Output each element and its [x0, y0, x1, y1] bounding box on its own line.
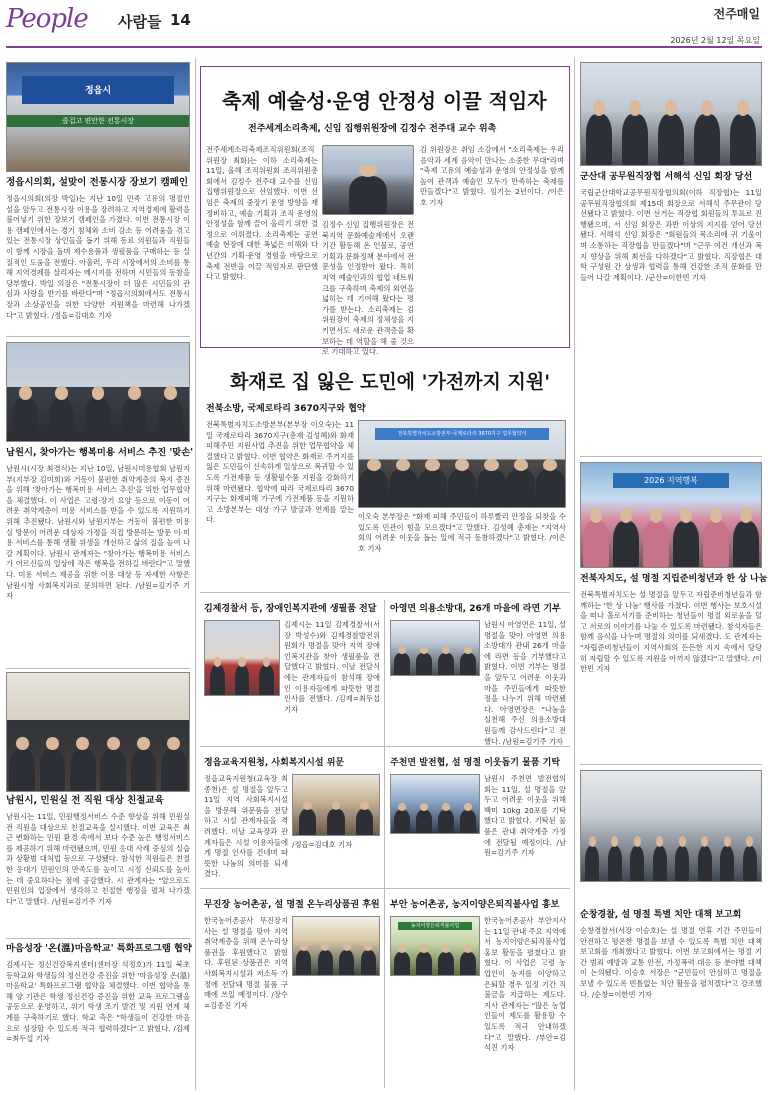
- divider: [6, 336, 190, 337]
- article-headline: 남원시, 찾아가는 행복미용 서비스 추진 '맞손': [6, 447, 194, 458]
- article-photo: [6, 342, 190, 442]
- article-photo: [390, 620, 480, 676]
- article-headline: 부안 농어촌공, 농지이양은퇴직불사업 홍보: [390, 900, 560, 910]
- article-body: 남원시 아영면은 11일, 설 명절을 맞아 아영면 의용소방대가 관내 26개 마을에 라면 등을 기부했다고 밝혔다. 이번 기부는 명절을 앞두고 어려운 이웃과 마을 주민들에게 따뜻한 정을 나누기 위해 마련됐다. 아영면장은 "나눔을 실천해 주신 의용소방대원들께 감사드린다"고 전했다. /남원=김기주 기자: [484, 620, 567, 746]
- article-photo: [580, 770, 762, 882]
- column-rule: [574, 58, 575, 1090]
- article-photo: [580, 62, 762, 166]
- portrait-photo: [322, 145, 414, 215]
- article-body: 이오숙 본부장은 "화재 피해 주민들이 하루빨리 안정을 되찾을 수 있도록 민관이 힘을 모으겠다"고 말했다. 김성혜 총재는 "지역사회의 어려운 이웃을 돕는 일에 적극 동참하겠다"고 밝혔다. /이은호 기자: [358, 512, 566, 553]
- byline: /이은호 기자: [420, 187, 564, 207]
- divider: [200, 888, 570, 889]
- article-body: 김제시는 11일 김제경찰서(서장 박성수)와 김제경찰발전위원회가 명절을 맞아 지역 장애인복지관을 찾아 생필품을 전달했다고 밝혔다. 이날 전달식에는 관계자들이 참석해 장애인 이용자들에게 따뜻한 명절 인사를 전했다. /김제=최두섭 기자: [284, 620, 380, 714]
- masthead: [0, 0, 768, 52]
- article-photo: [6, 62, 190, 172]
- article-body: 남원시(시장 최경식)는 지난 10일, 남원시미용협회 남원지부(지부장 김미희)와 거동이 불편한 취약계층의 복지 증진을 위해 '찾아가는 행복미용 서비스 추진'을 위한 업무협약을 체결했다. 이 사업은 고령·장기 요양 등으로 이동이 어려운 취약계층이 미용 서비스를 받을 수 있도록 지원하기 위해 추진됐다. 남원시와 남원지부는 거동이 불편한 미용실 방문이 어려운 대상자 가정을 직접 방문하는 방문 이·미용 서비스를 통해 생활 위생을 개선하고 삶의 질을 높여 나갈 계획이다. 남원시 관계자는 "찾아가는 행복미용 서비스가 어르신들의 일상에 작은 행복을 전하길 바란다"고 말했다. 미용 서비스 제공을 위한 이용 대상 등 자세한 사항은 남원시청 사회복지과로 문의하면 된다. /남원=김기주 기자: [6, 464, 190, 601]
- article-headline: 마음성장 '온(溫)마음학교' 특화프로그램 협약: [6, 943, 192, 954]
- column-rule: [195, 58, 196, 1090]
- article-body: 전북특별자치도는 설 명절을 앞두고 자립준비청년들과 함께하는 '한 상 나눔' 행사를 가졌다. 이번 행사는 보호시설을 떠나 홀로서기를 준비하는 청년들이 명절 외로움을 덜고 서로의 이야기를 나눌 수 있도록 마련됐다. 참석자들은 함께 음식을 나누며 명절의 의미를 되새겼다. 도 관계자는 "자립준비청년들이 지역사회의 든든한 지지 속에서 당당히 자립할 수 있도록 지원을 아끼지 않겠다"고 말했다. /이한빈 기자: [580, 590, 763, 674]
- article-headline: 아영면 의용소방대, 26개 마을에 라면 기부: [390, 604, 561, 614]
- byline: /순창=이한빈 기자: [591, 989, 652, 999]
- article-photo: [292, 916, 380, 976]
- feature-body-col1: 전주세계소리축제조직위원회(조직위원장 최화)는 이하 소리축제는 11일, 올해 조직위원회 조직위원총회에서 김정수 전주대 교수를 신임 집행위원장으로 선임했다. 이번 선임은 축제의 중장기 운영 방향을 재정비하고, 예술 기획과 조직 운영의 안정성을 함께 끌어 올리기 위한 결정으로 이뤄졌다. 소리축제는 공연예술 현장에 대한 폭넓은 이해와 다년간의 기획·운영 경험을 바탕으로 축제 전반을 이끌 적임자로 판단했다고 밝혔다.: [206, 145, 318, 282]
- masthead-rule: [6, 46, 762, 48]
- photo-banner: 농지이양은퇴직불사업: [398, 922, 472, 930]
- photo-banner: 즐겁고 편안한 전통시장: [7, 115, 189, 127]
- byline: /김제=최두섭 기자: [284, 694, 380, 714]
- article-body: 정읍시의회(의장 박일)는 지난 10일 민족 고유의 명절인 설을 앞두고 전통시장 이용을 장려하고 지역경제에 활력을 불어넣기 위한 장보기 캠페인을 가졌다. 이번 전통시장 이용 캠페인에서는 경기 침체와 소비 감소 등 어려움을 겪고 있는 전통시장 상인들을 돕기 위해 동료 의원들과 직원들이 함께 시장을 돌며 제수용품과 생필품을 구매하는 등 실질적인 도움을 전했다. 아울러, 우리 시장에서의 소비를 통해 지역경제를 살리자는 메시지를 전하며 시민들의 동참을 당부했다. 박일 의장은 "전통시장이 더 많은 시민들의 관심과 사랑을 받기를 바란다"며 "정읍시의회에서도 전통시장과 소상공인을 위한 다양한 지원책을 마련해 나가겠다"고 밝혔다. /정읍=김대호 기자: [6, 194, 190, 320]
- article-body: 한국농어촌공사 부안지사는 11일 관내 주요 지역에서 농지이양은퇴직불사업 홍보 활동을 펼쳤다고 밝혔다. 이 사업은 고령 농업인이 농지를 이양하고 은퇴할 경우 일정 기간 직불금을 지급하는 제도다. 지사 관계자는 "많은 농업인들이 제도를 활용할 수 있도록 적극 안내하겠다"고 말했다. /부안=김석진 기자: [484, 916, 567, 1053]
- article-photo: [204, 620, 280, 696]
- article-headline: 무진장 농어촌공, 설 명절 온누리상품권 후원: [204, 900, 380, 910]
- article-headline: 전북자치도, 설 명절 지립준비청년과 한 상 나눔: [580, 574, 768, 584]
- feature-body-col3: 김 위원장은 취임 소감에서 "소리축제는 우리 음악과 세계 음악이 만나는 소중한 무대"라며 "축제 고유의 예술성과 운영의 안정성을 함께 높여 관객과 예술인 모두가 만족하는 축제를 만들겠다"고 밝혔다. 임기는 2년이다. /이은호 기자: [420, 145, 564, 207]
- article-body: 순창경찰서(서장 이승호)는 설 명절 연휴 기간 주민들이 안전하고 평온한 명절을 보낼 수 있도록 특별 치안 대책 보고회를 개최했다고 밝혔다. 이번 보고회에서는 명절 기간 범죄 예방과 교통 안전, 가정폭력 대응 등 분야별 대책이 논의됐다. 이승호 서장은 "군민들이 안심하고 명절을 보낼 수 있도록 빈틈없는 치안 활동을 펼치겠다"고 강조했다. /순창=이한빈 기자: [580, 926, 762, 999]
- byline: /정읍=김대호 기자: [51, 310, 112, 320]
- divider: [580, 764, 762, 765]
- sign-board: 정읍시: [22, 76, 175, 104]
- article-headline: 김제경찰서 등, 장애인복지관에 생필품 전달: [204, 604, 377, 614]
- photo-banner: 전북특별자치도소방본부-국제로타리 3670지구 업무협약식: [375, 428, 548, 440]
- divider: [580, 456, 762, 457]
- byline: /남원=김기주 기자: [51, 896, 112, 906]
- section-title-ko: 사람들: [118, 13, 162, 31]
- article-photo: [6, 672, 190, 792]
- article-photo: [358, 420, 566, 508]
- page-number: 14: [170, 11, 191, 29]
- article-headline: 순창경찰, 설 명절 특별 치안 대책 보고회: [580, 910, 742, 920]
- article-headline: 남원시, 민원실 전 직원 대상 친절교육: [6, 795, 164, 806]
- issue-date: 2026년 2월 12일 목요일: [670, 36, 760, 45]
- feature-body-col2: 김정수 신임 집행위원장은 전북지역 문화예술계에서 오랜 기간 활동해 온 인물로, 공연 기획과 문화정책 분야에서 전문성을 인정받아 왔다. 특히 지역 예술인과의 협업 네트워크를 구축하며 축제의 외연을 넓히는 데 기여해 왔다는 평가를 받는다. 소리축제는 김 위원장이 축제의 정체성을 지키면서도 새로운 관객층을 확보하는 데 역할을 해 줄 것으로 기대하고 있다.: [322, 220, 414, 357]
- byline: /장수=김종진 기자: [204, 990, 288, 1010]
- byline: /부안=김석진 기자: [484, 1032, 566, 1053]
- article-body: 김제시는 정신건강복지센터(센터장 석정호)가 11일 북초등학교와 학생들의 정신건강 증진을 위한 '마음성장 온(溫)마음학교' 특화프로그램 협약을 체결했다. 이번 협약을 통해 양 기관은 학생 정신건강 증진을 위한 교육 프로그램을 공동으로 운영하고, 위기 학생 조기 발견 및 지원 연계 체계를 구축하기로 했다. 학교 측은 "학생들이 건강한 마음으로 성장할 수 있도록 적극 협력하겠다"고 밝혔다. /김제=최두섭 기자: [6, 960, 190, 1044]
- byline: /이은호 기자: [358, 533, 566, 553]
- section-title-en: People: [6, 4, 88, 34]
- article-headline: 정읍시의회, 설맞이 전통시장 장보기 캠페인: [6, 177, 189, 188]
- divider: [6, 668, 190, 669]
- byline: /정읍=김대호 기자: [292, 840, 353, 849]
- byline: /남원=김기주 기자: [502, 736, 563, 746]
- column-rule: [384, 600, 385, 1088]
- article-subhead: 전북소방, 국제로타리 3670지구와 협약: [206, 404, 366, 414]
- article-body: 전북특별자치도소방본부(본부장 이오숙)는 11일 국제로타리 3670지구(총재 김성혜)와 화재피해주민 지원사업 추진을 위한 업무협약을 체결했다고 밝혔다. 이번 협약은 화재로 주거지를 잃은 도민들이 신속하게 일상으로 복귀할 수 있도록 가전제품 등 생활필수품 지원을 강화하기 위해 마련됐다. 협약에 따라 국제로타리 3670지구는 화재피해 가구에 가전제품 등을 지원하고 소방본부는 대상 가구 발굴과 연계를 맡는다.: [206, 420, 354, 525]
- article-body: 남원시는 11일, 민원행정서비스 수준 향상을 위해 민원실 전 직원을 대상으로 친절교육을 실시했다. 이번 교육은 최근 변화하는 민원 환경 속에서 보다 수준 높은 행정서비스를 제공하기 위해 마련됐으며, 민원 응대 사례 중심의 실습과 상황별 대처법 등으로 구성됐다. 참석한 직원들은 친절한 응대가 민원인의 만족도를 높이고 시정 신뢰도를 높이는 데 중요하다는 점에 공감했다. 시 관계자는 "앞으로도 민원인의 입장에서 생각하고 친절한 행정을 펼쳐 나가겠다"고 말했다. /남원=김기주 기자: [6, 812, 190, 906]
- article-headline: 화재로 집 잃은 도민에 '가전까지 지원': [230, 371, 551, 393]
- article-headline: 군산대 공무원직장협 서해석 신임 회장 당선: [580, 172, 753, 182]
- article-body: 한국농어촌공사 무진장지사는 설 명절을 맞아 지역 취약계층을 위해 온누리상품권을 후원했다고 밝혔다. 후원된 상품권은 지역 사회복지시설과 저소득 가정에 전달돼 명절 물품 구매에 쓰일 예정이다. /장수=김종진 기자: [204, 916, 288, 1010]
- article-body: [292, 840, 380, 882]
- feature-subhead: 전주세계소리축제, 신임 집행위원장에 김정수 전주대 교수 위촉: [248, 124, 497, 134]
- feature-headline: 축제 예술성·운영 안정성 이끌 적임자: [222, 89, 547, 113]
- article-body: 정읍교육지원청(교육장 최종천)은 설 명절을 앞두고 11일 지역 사회복지시설을 방문해 위문품을 전달하고 시설 관계자들을 격려했다. 이날 교육장과 관계자들은 시설 이용자들에게 명절 인사를 건네며 따뜻한 나눔의 의미를 되새겼다.: [204, 774, 288, 879]
- article-photo: [390, 774, 480, 834]
- photo-banner: 2026 지역행복: [613, 473, 728, 488]
- byline: /남원=김기주 기자: [484, 837, 566, 858]
- divider: [200, 592, 570, 593]
- newspaper-name: 전주매일: [713, 7, 760, 21]
- byline: /김제=최두섭 기자: [6, 1023, 190, 1044]
- byline: /남원=김기주 기자: [6, 580, 190, 601]
- divider: [6, 938, 190, 939]
- article-photo: [580, 462, 762, 568]
- article-photo: [292, 774, 380, 836]
- article-photo: [390, 916, 480, 976]
- article-body: 남원시 주천면 발전협의회는 11일, 설 명절을 앞두고 어려운 이웃을 위해 백미 10kg 20포를 기탁했다고 밝혔다. 기탁된 물품은 관내 취약계층 가정에 전달될 예정이다. /남원=김기주 기자: [484, 774, 566, 858]
- article-body: 국립군산대학교공무원직장협의회(이하 직장협)는 11일 공무원직장협의회 제15대 회장으로 서해석 주무관이 당선됐다고 밝혔다. 이번 선거는 직장협 회원들의 투표로 진행됐으며, 서 신임 회장은 과반 이상의 지지를 얻어 당선됐다. 서해석 신임 회장은 "회원들의 목소리에 귀 기울이며 소통하는 직장협을 만들겠다"며 "근무 여건 개선과 복지 향상을 위해 최선을 다하겠다"고 밝혔다. 직장협은 대학 구성원 간 상생과 협력을 통해 건강한 조직 문화를 만들어 나갈 계획이다. /군산=이한빈 기자: [580, 188, 762, 282]
- divider: [200, 746, 570, 747]
- byline: /이한빈 기자: [580, 653, 763, 674]
- article-headline: 정읍교육지원청, 사회복지시설 위문: [204, 758, 345, 768]
- byline: /군산=이한빈 기자: [645, 272, 706, 282]
- article-headline: 주천면 발전협, 설 명절 이웃돕기 물품 기탁: [390, 758, 561, 768]
